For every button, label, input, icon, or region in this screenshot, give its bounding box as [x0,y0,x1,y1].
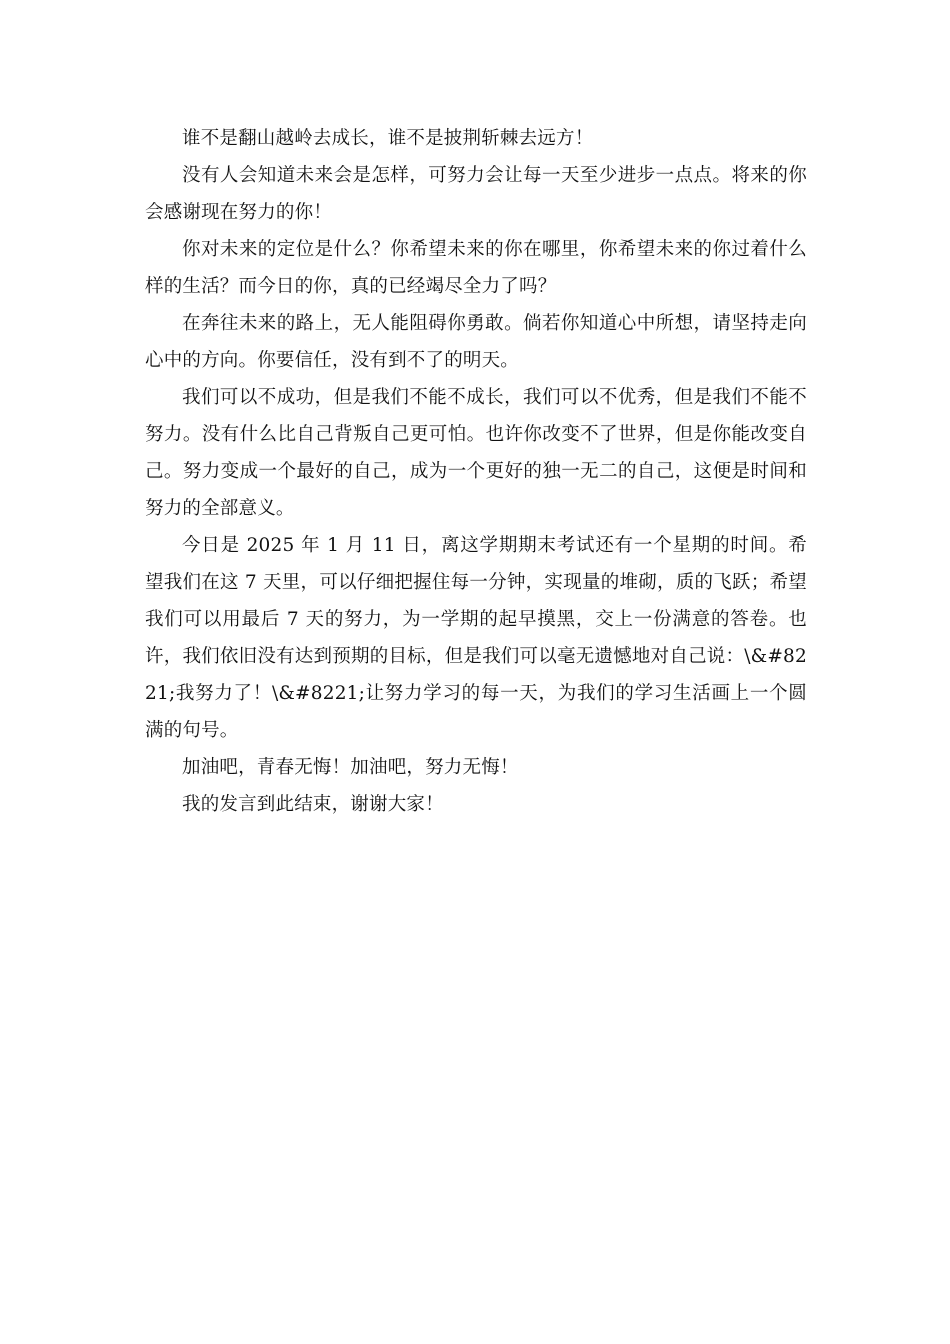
paragraph-6: 今日是 2025 年 1 月 11 日，离这学期期末考试还有一个星期的时间。希望我们在这 7 天里，可以仔细把握住每一分钟，实现量的堆砌，质的飞跃；希望我们可以用最后 7 天的努力，为一学期的起早摸黑，交上一份满意的答卷。也许，我们依旧没有达到预期的目标，但是我们可以毫无遗憾地对自己说：\&#8221;我努力了！\&#8221;让努力学习的每一天，为我们的学习生活画上一个圆满的句号。 [145,535,807,741]
paragraph-4: 在奔往未来的路上，无人能阻碍你勇敢。倘若你知道心中所想，请坚持走向心中的方向。你要信任，没有到不了的明天。 [145,313,807,371]
paragraph-2: 没有人会知道未来会是怎样，可努力会让每一天至少进步一点点。将来的你会感谢现在努力的你！ [145,165,807,223]
speech-body [145,120,807,823]
paragraph-7: 加油吧，青春无悔！加油吧，努力无悔！ [182,757,519,778]
paragraph-5: 我们可以不成功，但是我们不能不成长，我们可以不优秀，但是我们不能不努力。没有什么比自己背叛自己更可怕。也许你改变不了世界，但是你能改变自己。努力变成一个最好的自己，成为一个更好的独一无二的自己，这便是时间和努力的全部意义。 [145,387,807,519]
paragraph-3: 你对未来的定位是什么？你希望未来的你在哪里，你希望未来的你过着什么样的生活？而今日的你，真的已经竭尽全力了吗？ [145,239,807,297]
paragraph-1: 谁不是翻山越岭去成长，谁不是披荆斩棘去远方！ [182,128,594,149]
paragraph-8: 我的发言到此结束，谢谢大家！ [182,794,444,815]
